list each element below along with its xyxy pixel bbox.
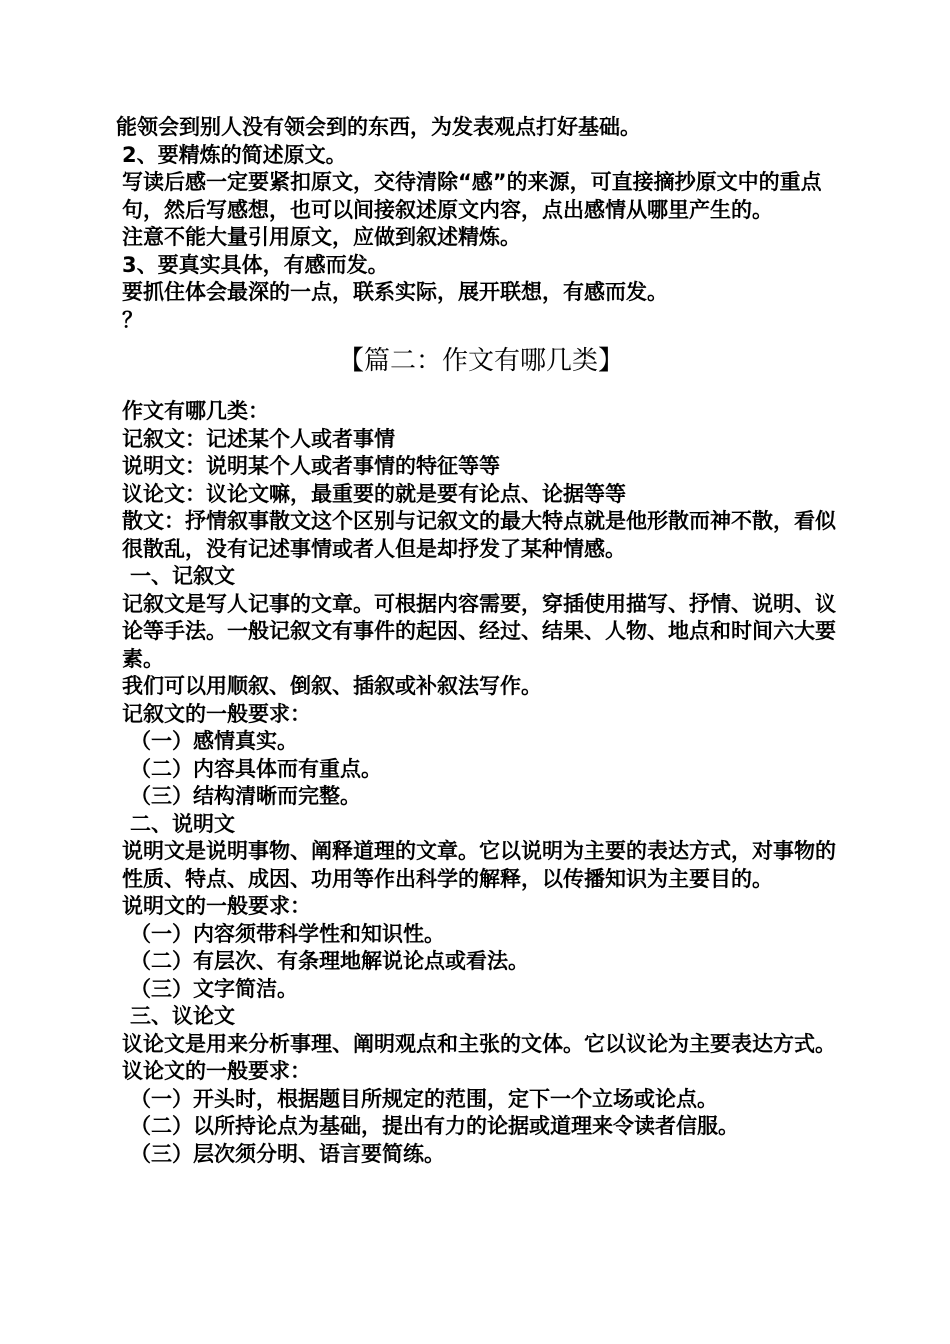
paragraph: 议论文是用来分析事理、阐明观点和主张的文体。它以议论为主要表达方式。 议论文的一般要求： (122, 1031, 836, 1083)
list-item: （三）结构清晰而完整。 (130, 784, 361, 808)
list-item: （三）文字简洁。 (130, 976, 298, 1001)
paragraph: 说明文：说明某个人或者事情的特征等等 (122, 454, 500, 478)
paragraph: 能领会到别人没有领会到的东西，为发表观点打好基础。 (116, 115, 641, 139)
paragraph: ？ (122, 307, 143, 332)
list-item: （一）开头时，根据题目所规定的范围，定下一个立场或论点。 (130, 1086, 718, 1111)
paragraph: 散文：抒情叙事散文这个区别与记叙文的最大特点就是他形散而神不散，看似很散乱，没有记述事情或者人但是却抒发了某种情感。 (122, 509, 836, 561)
paragraph: 说明文的一般要求： (122, 894, 311, 918)
list-item: （二）内容具体而有重点。 (130, 756, 382, 781)
list-item: （一）内容须带科学性和知识性。 (130, 921, 445, 946)
paragraph: 注意不能大量引用原文，应做到叙述精炼。 (122, 225, 521, 249)
paragraph: 我们可以用顺叙、倒叙、插叙或补叙法写作。 (122, 674, 542, 698)
paragraph: 记叙文是写人记事的文章。可根据内容需要，穿插使用描写、抒情、说明、议论等手法。一般记叙文有事件的起因、经过、结果、人物、地点和时间六大要素。 (122, 591, 836, 671)
paragraph: 要抓住体会最深的一点，联系实际，展开联想，有感而发。 (122, 280, 668, 304)
paragraph: 3、要真实具体，有感而发。 (122, 252, 389, 277)
paragraph: 记叙文的一般要求： (122, 701, 311, 726)
subsection-heading: 一、记叙文 (130, 564, 235, 588)
list-item: （二）以所持论点为基础，提出有力的论据或道理来令读者信服。 (130, 1114, 739, 1138)
subsection-heading: 二、说明文 (130, 811, 235, 836)
section-heading: 【篇二：作文有哪几类】 (337, 346, 624, 376)
subsection-heading: 三、议论文 (130, 1004, 235, 1028)
document-page (116, 114, 846, 1168)
paragraph: 2、要精炼的简述原文。 (122, 142, 347, 167)
paragraph: 议论文：议论文嘛，最重要的就是要有论点、论据等等 (122, 481, 626, 506)
paragraph: 说明文是说明事物、阐释道理的文章。它以说明为主要的表达方式，对事物的性质、特点、成因、功用等作出科学的解释，以传播知识为主要目的。 (122, 839, 836, 891)
paragraph: 记叙文：记述某个人或者事情 (122, 426, 395, 451)
list-item: （一）感情真实。 (130, 729, 298, 753)
list-item: （三）层次须分明、语言要简练。 (130, 1141, 445, 1166)
paragraph: 作文有哪几类： (122, 399, 269, 423)
list-item: （二）有层次、有条理地解说论点或看法。 (130, 949, 529, 973)
paragraph: 写读后感一定要紧扣原文，交待清除“感”的来源，可直接摘抄原文中的重点句，然后写感想，也可以间接叙述原文内容，点出感情从哪里产生的。 (122, 170, 822, 222)
